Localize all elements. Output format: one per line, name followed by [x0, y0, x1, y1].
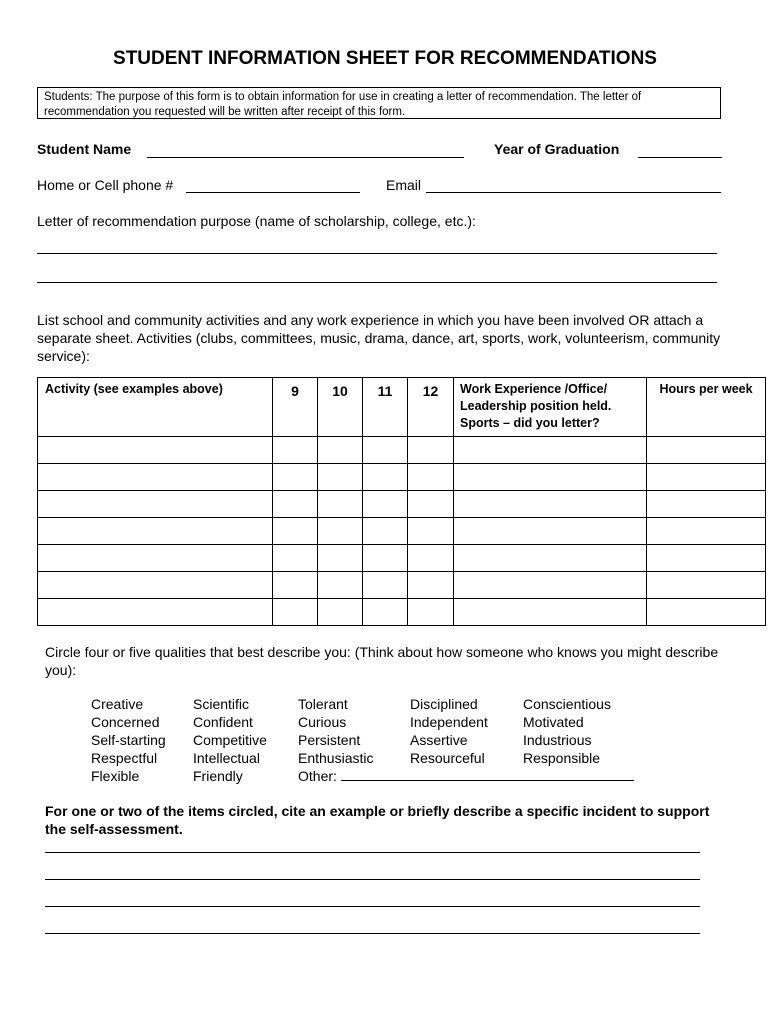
quality-option[interactable]: Friendly: [193, 768, 243, 784]
grade-cell[interactable]: [408, 572, 454, 599]
grade-cell[interactable]: [363, 599, 408, 626]
col-grade-12-header: 12: [408, 378, 454, 437]
table-row: [38, 572, 766, 599]
quality-option[interactable]: Independent: [410, 714, 488, 730]
grade-cell[interactable]: [363, 464, 408, 491]
quality-option[interactable]: Tolerant: [298, 696, 348, 712]
grade-cell[interactable]: [408, 518, 454, 545]
quality-option[interactable]: Conscientious: [523, 696, 611, 712]
activities-intro: List school and community activities and any work experience in which you have been involved OR attach a separate sheet. Activities (clubs, committees, music, drama, dance, art, sports, work, volunteerism, community service):: [37, 312, 721, 364]
activity-cell[interactable]: [38, 464, 273, 491]
qualities-column-3: [298, 695, 373, 785]
work-cell[interactable]: [454, 599, 647, 626]
grade-cell[interactable]: [318, 437, 363, 464]
col-hours-header: Hours per week: [647, 378, 766, 437]
purpose-line-2[interactable]: [37, 282, 717, 283]
quality-option[interactable]: Intellectual: [193, 750, 260, 766]
quality-option[interactable]: Responsible: [523, 750, 601, 766]
hours-cell[interactable]: [647, 545, 766, 572]
activity-cell[interactable]: [38, 491, 273, 518]
grade-cell[interactable]: [363, 437, 408, 464]
quality-option[interactable]: Resourceful: [410, 750, 485, 766]
grade-cell[interactable]: [273, 464, 318, 491]
hours-cell[interactable]: [647, 599, 766, 626]
table-row: [38, 518, 766, 545]
table-row: [38, 599, 766, 626]
activity-cell[interactable]: [38, 518, 273, 545]
phone-field[interactable]: [186, 192, 360, 193]
qualities-column-5: [523, 695, 611, 767]
col-grade-10-header: 10: [318, 378, 363, 437]
year-of-graduation-field[interactable]: [638, 157, 722, 158]
purpose-label: Letter of recommendation purpose (name of scholarship, college, etc.):: [37, 213, 476, 229]
example-prompt: For one or two of the items circled, cite an example or briefly describe a specific incident to support the self-assessment.: [45, 803, 710, 837]
page-title: STUDENT INFORMATION SHEET FOR RECOMMENDATIONS: [113, 48, 657, 69]
example-line-3[interactable]: [45, 906, 700, 907]
email-label: Email: [386, 177, 422, 193]
grade-cell[interactable]: [318, 572, 363, 599]
activity-cell[interactable]: [38, 545, 273, 572]
grade-cell[interactable]: [408, 464, 454, 491]
grade-cell[interactable]: [273, 599, 318, 626]
work-cell[interactable]: [454, 491, 647, 518]
grade-cell[interactable]: [273, 491, 318, 518]
activities-table: [37, 377, 766, 626]
grade-cell[interactable]: [273, 437, 318, 464]
notice-box: Students: The purpose of this form is to obtain information for use in creating a letter of recommendation. The letter of recommendation you requested will be written after receipt of this form.: [37, 87, 721, 119]
grade-cell[interactable]: [408, 437, 454, 464]
qualities-column-2: [193, 695, 267, 785]
hours-cell[interactable]: [647, 491, 766, 518]
table-row: [38, 437, 766, 464]
quality-option[interactable]: Concerned: [91, 714, 160, 730]
qualities-column-1: [91, 695, 166, 785]
quality-option[interactable]: Persistent: [298, 732, 361, 748]
hours-cell[interactable]: [647, 572, 766, 599]
activity-cell[interactable]: [38, 599, 273, 626]
table-row: [38, 491, 766, 518]
example-line-4[interactable]: [45, 933, 700, 934]
quality-option[interactable]: Creative: [91, 696, 144, 712]
hours-cell[interactable]: [647, 518, 766, 545]
col-work-experience-header: Work Experience /Office/ Leadership position held. Sports – did you letter?: [454, 378, 647, 437]
quality-option[interactable]: Curious: [298, 714, 347, 730]
quality-option-other[interactable]: Other:: [298, 768, 337, 784]
grade-cell[interactable]: [363, 491, 408, 518]
activity-cell[interactable]: [38, 437, 273, 464]
quality-option[interactable]: Industrious: [523, 732, 592, 748]
email-field[interactable]: [426, 192, 721, 193]
col-grade-9-header: 9: [273, 378, 318, 437]
other-quality-field[interactable]: [341, 780, 634, 781]
qualities-column-4: [410, 695, 488, 767]
col-grade-11-header: 11: [363, 378, 408, 437]
quality-option[interactable]: Flexible: [91, 768, 140, 784]
student-name-label: Student Name: [37, 141, 132, 157]
quality-option[interactable]: Assertive: [410, 732, 468, 748]
work-cell[interactable]: [454, 545, 647, 572]
col-activity-header: Activity (see examples above): [38, 378, 273, 437]
work-cell[interactable]: [454, 464, 647, 491]
grade-cell[interactable]: [318, 545, 363, 572]
quality-option[interactable]: Confident: [193, 714, 253, 730]
grade-cell[interactable]: [318, 599, 363, 626]
work-cell[interactable]: [454, 437, 647, 464]
table-row: [38, 464, 766, 491]
grade-cell[interactable]: [363, 545, 408, 572]
quality-option[interactable]: Scientific: [193, 696, 250, 712]
quality-option[interactable]: Enthusiastic: [298, 750, 374, 766]
grade-cell[interactable]: [273, 518, 318, 545]
quality-option[interactable]: Competitive: [193, 732, 267, 748]
grade-cell[interactable]: [408, 491, 454, 518]
qualities-intro: Circle four or five qualities that best describe you: (Think about how someone who knows you might describe you):: [45, 644, 719, 678]
grade-cell[interactable]: [363, 572, 408, 599]
grade-cell[interactable]: [408, 599, 454, 626]
quality-option[interactable]: Motivated: [523, 714, 584, 730]
example-line-2[interactable]: [45, 879, 700, 880]
grade-cell[interactable]: [318, 518, 363, 545]
phone-label: Home or Cell phone #: [37, 177, 174, 193]
table-header-row: [38, 378, 766, 437]
work-cell[interactable]: [454, 518, 647, 545]
year-of-graduation-label: Year of Graduation: [494, 141, 620, 157]
purpose-line-1[interactable]: [37, 253, 717, 254]
work-cell[interactable]: [454, 572, 647, 599]
hours-cell[interactable]: [647, 437, 766, 464]
activity-cell[interactable]: [38, 572, 273, 599]
example-line-1[interactable]: [45, 852, 700, 853]
quality-option[interactable]: Disciplined: [410, 696, 478, 712]
grade-cell[interactable]: [318, 491, 363, 518]
hours-cell[interactable]: [647, 464, 766, 491]
quality-option[interactable]: Respectful: [91, 750, 158, 766]
grade-cell[interactable]: [273, 572, 318, 599]
grade-cell[interactable]: [273, 545, 318, 572]
table-row: [38, 545, 766, 572]
grade-cell[interactable]: [408, 545, 454, 572]
student-name-field[interactable]: [147, 157, 464, 158]
grade-cell[interactable]: [363, 518, 408, 545]
grade-cell[interactable]: [318, 464, 363, 491]
quality-option[interactable]: Self-starting: [91, 732, 166, 748]
